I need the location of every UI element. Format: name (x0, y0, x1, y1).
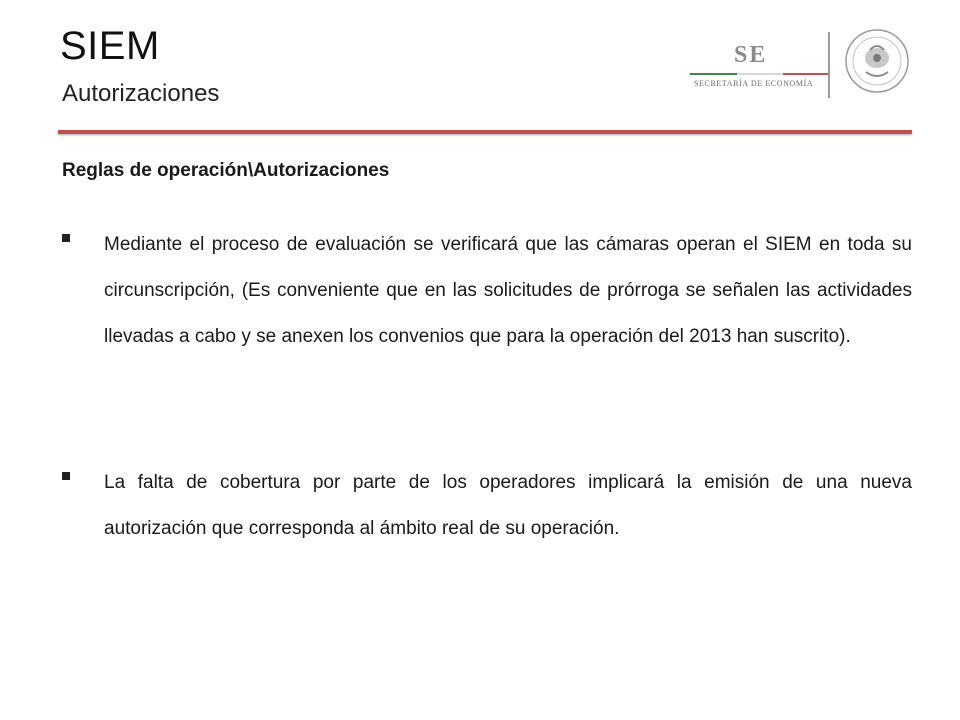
bullet-item (62, 460, 912, 552)
bullet-marker-icon (62, 472, 70, 480)
se-wordmark: SE (734, 42, 768, 68)
bullet-text: La falta de cobertura por parte de los operadores implicará la emisión de una nueva autorización que corresponda al ámbito real de su operación. (104, 472, 912, 539)
slide-title: SIEM (60, 24, 160, 68)
se-agency-name: SECRETARÍA DE ECONOMÍA (694, 79, 814, 88)
bullet-marker-icon (62, 234, 70, 242)
header-rule (58, 130, 912, 134)
logo-divider (828, 32, 830, 98)
bullet-text: Mediante el proceso de evaluación se verificará que las cámaras operan el SIEM en toda su circunscripción, (Es conveniente que en las solicitudes de prórroga se señalen las actividades llevadas a cabo y se anexen los convenios que para la operación del 2013 han suscrito). (104, 234, 912, 347)
se-logo (684, 28, 914, 100)
mexico-seal-icon (844, 28, 910, 94)
slide-subtitle: Autorizaciones (62, 80, 220, 107)
section-heading: Reglas de operación\Autorizaciones (62, 160, 390, 181)
se-color-bar (690, 73, 830, 75)
bullet-item (62, 222, 912, 360)
